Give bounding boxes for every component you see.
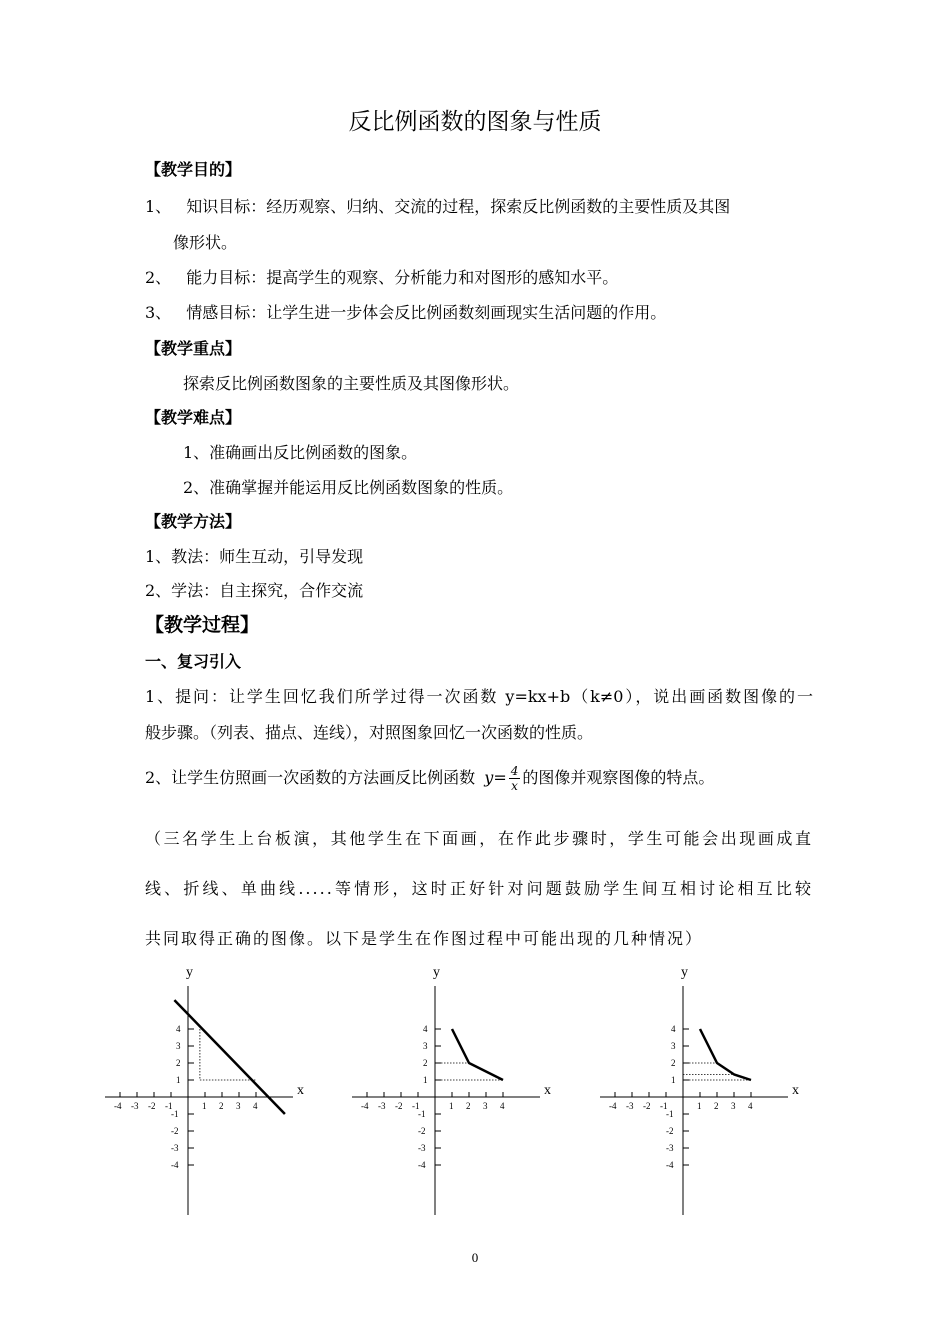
x-tick-label: 1 [697, 1101, 702, 1111]
objective-num: 3、 [145, 303, 172, 322]
review-paragraph-1-line-2: 般步骤。（列表、描点、连线），对照图象回忆一次函数的性质。 [145, 723, 594, 742]
key-point-heading: 【教学重点】 [145, 339, 242, 358]
objective-item-1 [145, 197, 730, 217]
y-tick-label: 2 [176, 1058, 181, 1068]
fraction-denominator: x [511, 779, 518, 793]
method-item-1: 1、教法：师生互动，引导发现 [145, 547, 364, 566]
x-tick-label: -3 [626, 1101, 634, 1111]
graph-polyline-3-segments [598, 960, 808, 1224]
formula-y: y= [484, 768, 507, 787]
x-axis-label: x [297, 1083, 304, 1098]
y-tick-label: -1 [418, 1109, 426, 1119]
key-point-text: 探索反比例函数图象的主要性质及其图像形状。 [183, 374, 520, 393]
y-tick-label: 4 [671, 1024, 676, 1034]
difficulty-heading: 【教学难点】 [145, 408, 242, 427]
y-tick-label: -2 [418, 1126, 426, 1136]
process-heading: 【教学过程】 [145, 614, 260, 636]
x-tick-label: -4 [114, 1101, 122, 1111]
x-axis-label: x [792, 1083, 799, 1098]
formula-fraction [509, 764, 521, 793]
y-tick-label: -1 [171, 1109, 179, 1119]
difficulty-item-1: 1、准确画出反比例函数的图象。 [183, 443, 418, 462]
y-tick-label: 2 [671, 1058, 676, 1068]
note-line-2: 线、折线、单曲线.....等情形，这时正好针对问题鼓励学生间互相讨论相互比较 [145, 879, 813, 898]
x-tick-label: -2 [148, 1101, 156, 1111]
objective-text: 知识目标：经历观察、归纳、交流的过程，探索反比例函数的主要性质及其图 [186, 197, 731, 216]
x-tick-label: 2 [466, 1101, 471, 1111]
y-tick-label: 3 [423, 1041, 428, 1051]
y-tick-label: 3 [176, 1041, 181, 1051]
difficulty-item-2: 2、准确掌握并能运用反比例函数图象的性质。 [183, 478, 514, 497]
x-tick-label: 2 [714, 1101, 719, 1111]
x-tick-label: -4 [361, 1101, 369, 1111]
y-tick-label: 1 [423, 1075, 428, 1085]
y-tick-label: -2 [171, 1126, 179, 1136]
y-tick-label: -2 [666, 1126, 674, 1136]
x-tick-label: 1 [449, 1101, 454, 1111]
y-tick-label: -1 [666, 1109, 674, 1119]
x-tick-label: 3 [483, 1101, 488, 1111]
x-tick-label: 1 [202, 1101, 207, 1111]
objective-num: 2、 [145, 268, 172, 287]
x-tick-label: 4 [253, 1101, 258, 1111]
objective-text: 情感目标：让学生进一步体会反比例函数刻画现实生活问题的作用。 [186, 303, 667, 322]
review-paragraph-2 [145, 764, 714, 793]
y-tick-label: -3 [666, 1143, 674, 1153]
y-axis-label: y [681, 965, 688, 980]
y-tick-label: 4 [423, 1024, 428, 1034]
note-line-3: 共同取得正确的图像。以下是学生在作图过程中可能出现的几种情况） [145, 929, 704, 948]
y-tick-label: -4 [171, 1160, 179, 1170]
objective-item-1-cont: 像形状。 [173, 233, 238, 252]
x-axis-label: x [544, 1083, 551, 1098]
y-tick-label: -3 [171, 1143, 179, 1153]
x-tick-label: 3 [236, 1101, 241, 1111]
review-paragraph-1-line-1: 1、提问：让学生回忆我们所学过得一次函数 y=kx+b（k≠0），说出画函数图像的一 [145, 687, 813, 706]
x-tick-label: -1 [165, 1101, 173, 1111]
x-tick-label: -2 [643, 1101, 651, 1111]
objective-text: 能力目标：提高学生的观察、分析能力和对图形的感知水平。 [186, 268, 619, 287]
page-title: 反比例函数的图象与性质 [348, 109, 602, 135]
x-tick-label: -2 [395, 1101, 403, 1111]
fraction-numerator: 4 [510, 764, 519, 778]
y-tick-label: 3 [671, 1041, 676, 1051]
objective-item-2 [145, 268, 618, 288]
y-tick-label: 1 [671, 1075, 676, 1085]
graph-svg [103, 960, 313, 1220]
graph-svg [598, 960, 808, 1220]
graph-series-line [452, 1029, 503, 1080]
y-tick-label: 2 [423, 1058, 428, 1068]
y-tick-label: -3 [418, 1143, 426, 1153]
x-tick-label: -3 [131, 1101, 139, 1111]
x-tick-label: 3 [731, 1101, 736, 1111]
y-tick-label: -4 [418, 1160, 426, 1170]
graph-svg [350, 960, 560, 1220]
page-number: 0 [471, 1250, 479, 1265]
y-axis-label: y [433, 965, 440, 980]
x-tick-label: 2 [219, 1101, 224, 1111]
x-tick-label: -3 [378, 1101, 386, 1111]
y-tick-label: 1 [176, 1075, 181, 1085]
y-axis-label: y [186, 965, 193, 980]
note-line-1: （三名学生上台板演，其他学生在下面画，在作此步骤时，学生可能会出现画成直 [145, 829, 813, 848]
method-item-2: 2、学法：自主探究，合作交流 [145, 581, 364, 600]
objective-num: 1、 [145, 197, 172, 216]
objective-item-3 [145, 303, 666, 323]
objectives-heading: 【教学目的】 [145, 160, 242, 179]
x-tick-label: 4 [748, 1101, 753, 1111]
review-heading: 一、复习引入 [145, 652, 242, 671]
x-tick-label: -1 [412, 1101, 420, 1111]
y-tick-label: 4 [176, 1024, 181, 1034]
x-tick-label: -1 [660, 1101, 668, 1111]
graph-straight-line [103, 960, 313, 1224]
paragraph-2-text: 2、让学生仿照画一次函数的方法画反比例函数 [145, 768, 476, 787]
paragraph-2-text-end: 的图像并观察图像的特点。 [522, 768, 715, 787]
y-tick-label: -4 [666, 1160, 674, 1170]
x-tick-label: 4 [500, 1101, 505, 1111]
graph-polyline-2-segments [350, 960, 560, 1224]
graph-series-line [700, 1029, 751, 1080]
x-tick-label: -4 [609, 1101, 617, 1111]
method-heading: 【教学方法】 [145, 512, 242, 531]
